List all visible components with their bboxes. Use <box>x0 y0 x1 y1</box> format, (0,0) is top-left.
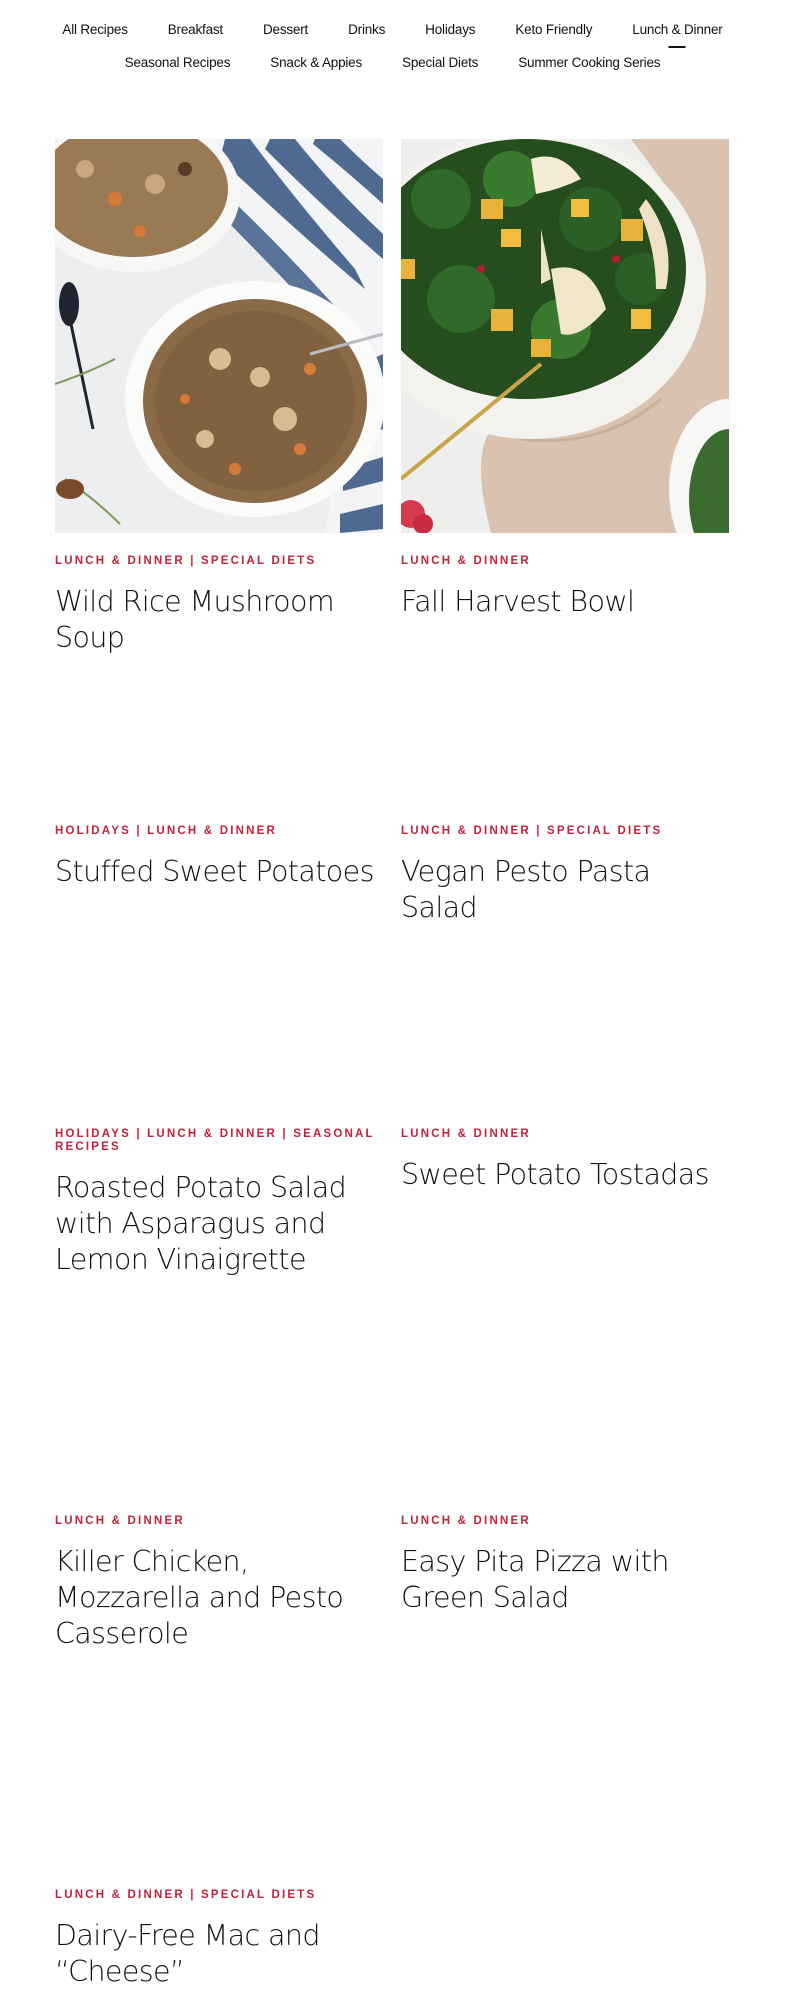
kale-salad-bowl-photo <box>401 139 729 533</box>
recipe-title[interactable]: Stuffed Sweet Potatoes <box>55 855 374 888</box>
nav-item-all-recipes[interactable]: All Recipes <box>62 22 128 37</box>
recipe-categories[interactable]: LUNCH & DINNER | SPECIAL DIETS <box>401 825 663 837</box>
recipe-card[interactable] <box>55 1515 383 1652</box>
recipe-image-harvest-bowl[interactable] <box>401 139 729 533</box>
recipe-title[interactable]: Sweet Potato Tostadas <box>401 1158 709 1191</box>
nav-item-holidays[interactable]: Holidays <box>425 22 476 37</box>
nav-item-special-diets[interactable]: Special Diets <box>402 55 479 70</box>
category-nav-row-2 <box>0 53 785 86</box>
category-nav <box>0 20 785 86</box>
nav-item-lunch-dinner[interactable]: Lunch & Dinner <box>612 20 742 37</box>
recipe-title[interactable]: Fall Harvest Bowl <box>401 585 635 618</box>
recipe-card[interactable] <box>401 825 729 926</box>
recipe-categories[interactable]: HOLIDAYS | LUNCH & DINNER <box>55 825 277 837</box>
recipe-title[interactable]: Wild Rice Mushroom Soup <box>55 585 335 654</box>
recipe-title[interactable]: Dairy-Free Mac and “Cheese” <box>55 1919 320 1988</box>
recipe-categories[interactable]: LUNCH & DINNER <box>401 555 531 567</box>
soup-bowl-photo <box>55 139 383 533</box>
category-nav-row-1 <box>0 20 785 53</box>
nav-item-snack-appies[interactable]: Snack & Appies <box>270 55 363 70</box>
recipe-card[interactable] <box>401 1515 729 1652</box>
recipe-card[interactable] <box>55 825 383 926</box>
recipe-card[interactable] <box>401 1128 729 1278</box>
recipe-card[interactable] <box>55 1128 383 1278</box>
recipe-categories[interactable]: LUNCH & DINNER <box>401 1515 531 1527</box>
recipe-title[interactable]: Roasted Potato Salad with Asparagus and Lemon Vinaigrette <box>55 1171 347 1276</box>
nav-item-keto-friendly[interactable]: Keto Friendly <box>515 22 593 37</box>
recipe-title[interactable]: Vegan Pesto Pasta Salad <box>401 855 651 924</box>
recipe-card[interactable] <box>55 139 383 656</box>
recipe-categories[interactable]: LUNCH & DINNER | SPECIAL DIETS <box>55 1889 317 1901</box>
recipe-title[interactable]: Easy Pita Pizza with Green Salad <box>401 1545 669 1614</box>
recipe-categories[interactable]: LUNCH & DINNER | SPECIAL DIETS <box>55 555 317 567</box>
nav-item-summer-cooking-series[interactable]: Summer Cooking Series <box>518 55 661 70</box>
nav-item-dessert[interactable]: Dessert <box>262 22 309 37</box>
recipe-categories[interactable]: HOLIDAYS | LUNCH & DINNER | SEASONAL RECIPES <box>55 1128 375 1153</box>
recipe-card[interactable] <box>401 139 729 656</box>
nav-item-drinks[interactable]: Drinks <box>348 22 386 37</box>
recipe-categories[interactable]: LUNCH & DINNER <box>401 1128 531 1140</box>
nav-item-seasonal-recipes[interactable]: Seasonal Recipes <box>124 55 231 70</box>
recipe-grid <box>55 139 729 1990</box>
recipe-categories[interactable]: LUNCH & DINNER <box>55 1515 185 1527</box>
nav-item-breakfast[interactable]: Breakfast <box>167 22 223 37</box>
recipe-image-soup-bowl[interactable] <box>55 139 383 533</box>
recipe-title[interactable]: Killer Chicken, Mozzarella and Pesto Casserole <box>55 1545 344 1650</box>
